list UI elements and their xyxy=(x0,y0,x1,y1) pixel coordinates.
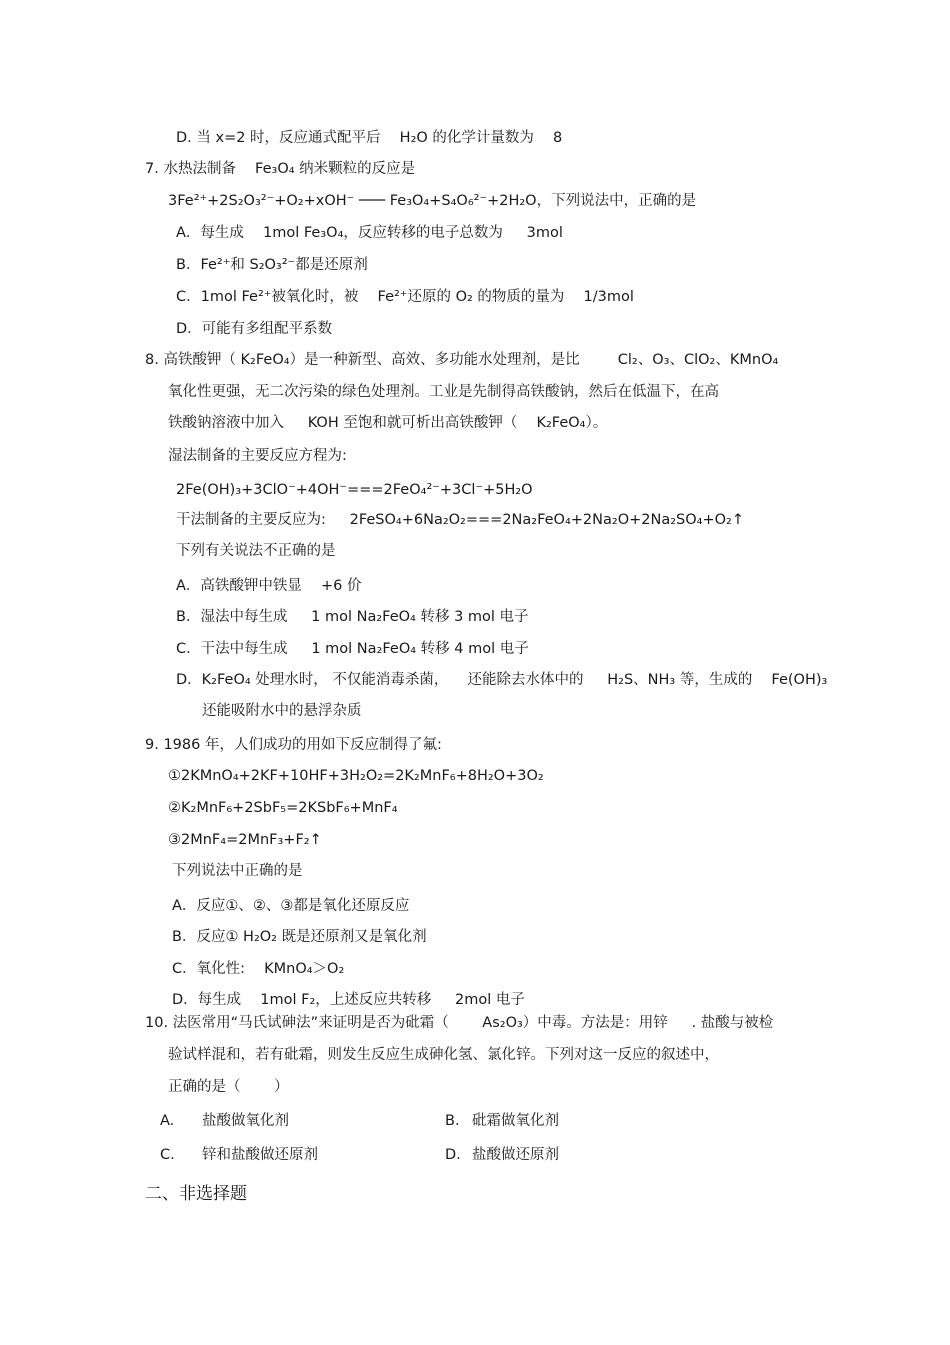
q7-equation: 3Fe²⁺+2S₂O₃²⁻+O₂+xOH⁻ ─── Fe₃O₄+S₄O₆²⁻+2H₂O，下列说法中，正确的是 xyxy=(168,193,697,209)
q8-option-b: B．湿法中每生成 1 mol Na₂FeO₄ 转移 3 mol 电子 xyxy=(176,609,529,625)
q10-stem-line1: 10. 法医常用“马氏试砷法”来证明是否为砒霜（ As₂O₃）中毒。方法是：用锌 . 盐酸与被检 xyxy=(145,1015,774,1031)
q10-option-b: 砒霜做氧化剂 xyxy=(472,1113,559,1129)
q8-stem-line2: 氧化性更强，无二次污染的绿色处理剂。工业是先制得高铁酸钠，然后在低温下，在高 xyxy=(168,384,719,400)
q9-option-d: D．每生成 1mol F₂，上述反应共转移 2mol 电子 xyxy=(172,992,525,1008)
q10-stem-line2: 验试样混和，若有砒霜，则发生反应生成砷化氢、氯化锌。下列对这一反应的叙述中， xyxy=(168,1047,719,1063)
q10-stem-line3: 正确的是（ ） xyxy=(168,1079,289,1095)
q9-option-b: B．反应① H₂O₂ 既是还原剂又是氧化剂 xyxy=(172,929,427,945)
q7-option-c: C．1mol Fe²⁺被氧化时，被 Fe²⁺还原的 O₂ 的物质的量为 1/3mol xyxy=(176,289,634,305)
q10-option-a: 盐酸做氧化剂 xyxy=(202,1113,289,1129)
q6-option-d: D. 当 x=2 时，反应通式配平后 H₂O 的化学计量数为 8 xyxy=(176,130,563,146)
q9-option-c: C．氧化性: KMnO₄＞O₂ xyxy=(172,961,345,977)
q8-option-d-line2: 还能吸附水中的悬浮杂质 xyxy=(202,703,362,719)
section-title: 二、非选择题 xyxy=(145,1184,247,1204)
q10-option-c-key: C. xyxy=(160,1147,175,1163)
q9-question: 下列说法中正确的是 xyxy=(172,863,303,879)
q7-option-b: B．Fe²⁺和 S₂O₃²⁻都是还原剂 xyxy=(176,257,368,273)
q9-reaction-2: ②K₂MnF₆+2SbF₅=2KSbF₆+MnF₄ xyxy=(168,800,398,816)
q8-stem-line1: 8. 高铁酸钾（ K₂FeO₄）是一种新型、高效、多功能水处理剂，是比 Cl₂、O₃、ClO₂、KMnO₄ xyxy=(145,352,779,368)
q7-stem: 7. 水热法制备 Fe₃O₄ 纳米颗粒的反应是 xyxy=(145,161,416,177)
q10-option-d-key: D. xyxy=(445,1147,461,1163)
q10-option-a-key: A. xyxy=(160,1113,175,1129)
q8-stem-line3: 铁酸钠溶液中加入 KOH 至饱和就可析出高铁酸钾（ K₂FeO₄）。 xyxy=(168,415,608,431)
q9-option-a: A．反应①、②、③都是氧化还原反应 xyxy=(172,898,410,914)
q8-equation-dry: 干法制备的主要反应为: 2FeSO₄+6Na₂O₂===2Na₂FeO₄+2Na₂O+2Na₂SO₄+O₂↑ xyxy=(176,512,744,528)
q8-option-a: A．高铁酸钾中铁显 +6 价 xyxy=(176,578,362,594)
q10-option-d: 盐酸做还原剂 xyxy=(472,1147,559,1163)
q9-stem: 9. 1986 年，人们成功的用如下反应制得了氟: xyxy=(145,737,442,753)
q10-option-c: 锌和盐酸做还原剂 xyxy=(202,1147,318,1163)
q7-option-a: A．每生成 1mol Fe₃O₄，反应转移的电子总数为 3mol xyxy=(176,225,563,241)
q8-option-c: C．干法中每生成 1 mol Na₂FeO₄ 转移 4 mol 电子 xyxy=(176,641,529,657)
q7-option-d: D．可能有多组配平系数 xyxy=(176,321,333,337)
q8-question: 下列有关说法不正确的是 xyxy=(176,543,336,559)
q9-reaction-1: ①2KMnO₄+2KF+10HF+3H₂O₂=2K₂MnF₆+8H₂O+3O₂ xyxy=(168,768,544,784)
q8-option-d-line1: D．K₂FeO₄ 处理水时， 不仅能消毒杀菌， 还能除去水体中的 H₂S、NH₃ 等，生成的 Fe(OH)₃ xyxy=(176,672,828,688)
q10-option-b-key: B. xyxy=(445,1113,460,1129)
q8-equation-wet: 2Fe(OH)₃+3ClO⁻+4OH⁻===2FeO₄²⁻+3Cl⁻+5H₂O xyxy=(176,482,533,498)
q9-reaction-3: ③2MnF₄=2MnF₃+F₂↑ xyxy=(168,832,322,848)
q8-stem-line4: 湿法制备的主要反应方程为: xyxy=(168,448,347,464)
